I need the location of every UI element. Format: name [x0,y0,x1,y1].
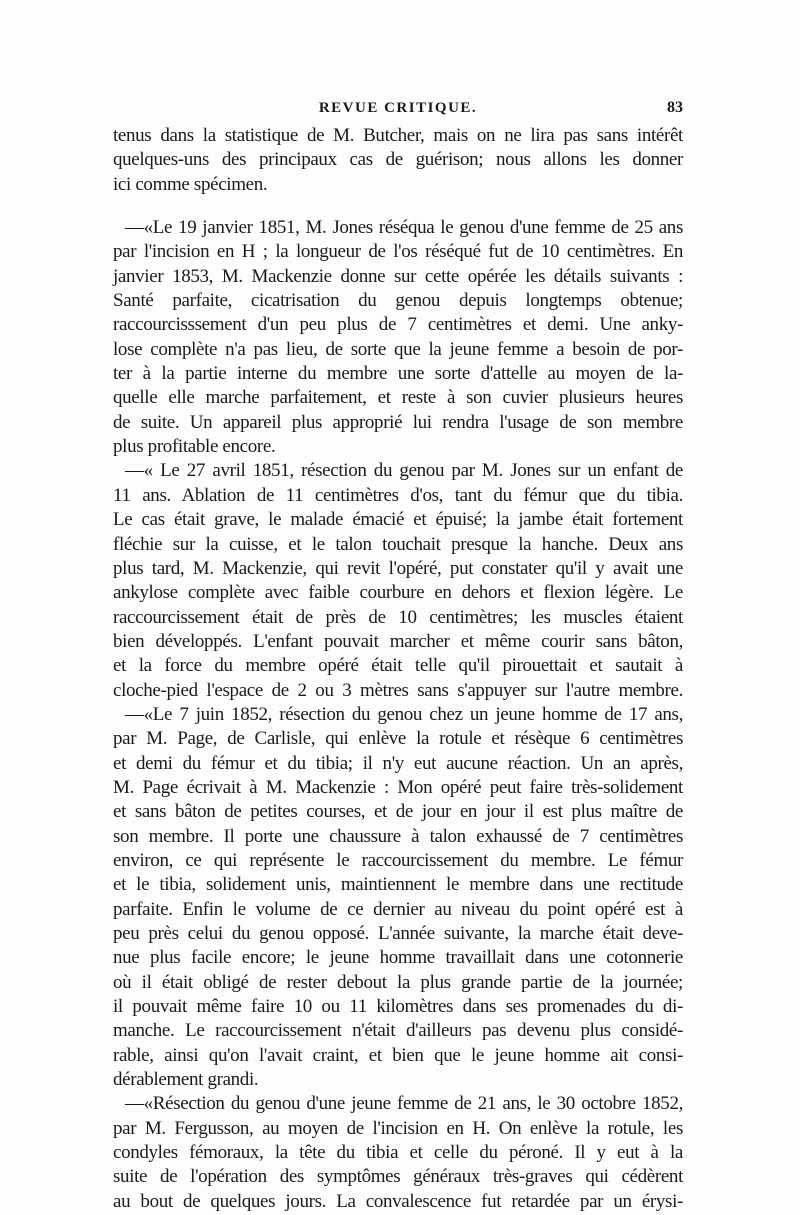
text-line: ter à la partie interne du membre une sorte d'attelle au moyen de la- [113,363,683,385]
text-line: et sans bâton de petites courses, et de jour en jour il est plus maître de [113,801,683,823]
text-line: cloche-pied l'espace de 2 ou 3 mètres sans s'appuyer sur l'autre membre. [113,679,683,701]
running-title: REVUE CRITIQUE. [318,100,478,116]
text-line: plus tard, M. Mackenzie, qui revit l'opéré, put constater qu'il y avait une [113,557,683,579]
text-line: tenus dans la statistique de M. Butcher, mais on ne lira pas sans intérêt [113,125,683,146]
text-line: par l'incision en H ; la longueur de l'os réséqué fut de 10 centimètres. En [113,241,683,263]
text-line: et demi du fémur et du tibia; il n'y eut aucune réaction. Un an après, [113,752,683,774]
text-line: dérablement grandi. [113,1069,259,1091]
paragraph [113,703,683,1093]
text-line: par M. Fergusson, au moyen de l'incision en H. On enlève la rotule, les [113,1117,683,1139]
text-line: —«Le 19 janvier 1851, M. Jones réséqua le genou d'une femme de 25 ans [125,217,683,239]
text-line: 11 ans. Ablation de 11 centimètres d'os, tant du fémur que du tibia. [113,484,683,506]
text-line: lose complète n'a pas lieu, de sorte que la jeune femme a besoin de por- [113,338,683,360]
text-line: rable, ainsi qu'on l'avait craint, et bien que le jeune homme ait consi- [113,1044,683,1066]
running-head [113,96,683,120]
paragraph-gap [113,197,683,216]
page-number: 83 [667,99,683,116]
text-line: et le tibia, solidement unis, maintiennent le membre dans une rectitude [113,874,683,896]
text-line: —«Résection du genou d'une jeune femme de 21 ans, le 30 octobre 1852, [125,1093,683,1115]
paragraph [113,1092,683,1214]
paragraph [113,459,683,702]
text-line: Le cas était grave, le malade émacié et épuisé; la jambe était fortement [113,509,683,531]
text-line: M. Page écrivait à M. Mackenzie : Mon opéré peut faire très-solidement [113,776,683,798]
text-line: au bout de quelques jours. La convalescence fut retardée par un érysi- [113,1190,683,1212]
text-line: ankylose complète avec faible courbure en dehors et flexion légère. Le [113,582,683,604]
text-line: parfaite. Enfin le volume de ce dernier au niveau du point opéré est à [113,898,683,920]
text-line: quelle elle marche parfaitement, et reste à son cuvier plusieurs heures [113,387,683,409]
text-line: janvier 1853, M. Mackenzie donne sur cette opérée les détails suivants : [113,265,683,287]
text-line: ici comme spécimen. [113,173,268,195]
text-line: —« Le 27 avril 1851, résection du genou par M. Jones sur un enfant de [125,460,683,482]
text-line: plus profitable encore. [113,436,276,458]
text-line: où il était obligé de rester debout la plus grande partie de la journée; [113,971,683,993]
text-line: par M. Page, de Carlisle, qui enlève la rotule et résèque 6 centimètres [113,728,683,750]
paragraph [113,216,683,459]
text-line: quelques-uns des principaux cas de guérison; nous allons les donner [113,149,683,171]
text-line: raccourcissement était de près de 10 centimètres; les muscles étaient [113,606,683,628]
paragraph [113,124,683,197]
text-line: peu près celui du genou opposé. L'année suivante, la marche était deve- [113,923,683,944]
text-line: bien développés. L'enfant pouvait marcher et même courir sans bâton, [113,630,683,652]
text-line: de suite. Un appareil plus approprié lui rendra l'usage de son membre [113,411,683,433]
text-line: —«Le 7 juin 1852, résection du genou chez un jeune homme de 17 ans, [125,703,683,725]
text-line: fléchie sur la cuisse, et le talon touchait presque la hanche. Deux ans [113,533,683,555]
body-text [113,124,683,1214]
text-line: environ, ce qui représente le raccourcissement du membre. Le fémur [113,849,683,871]
text-line: manche. Le raccourcissement n'était d'ailleurs pas devenu plus considé- [113,1020,683,1042]
text-line: son membre. Il porte une chaussure à talon exhaussé de 7 centimètres [113,825,683,847]
text-line: et la force du membre opéré était telle qu'il pirouettait et sautait à [113,655,683,677]
text-line: il pouvait même faire 10 ou 11 kilomètres dans ses promenades du di- [113,996,683,1018]
text-line: raccourcisssement d'un peu plus de 7 centimètres et demi. Une anky- [113,314,683,336]
text-line: condyles fémoraux, la tête du tibia et celle du péroné. Il y eut à la [113,1142,683,1164]
text-line: suite de l'opération des symptômes généraux très-graves qui cédèrent [113,1166,683,1188]
text-line: nue plus facile encore; le jeune homme travaillait dans une cotonnerie [113,947,683,969]
text-line: Santé parfaite, cicatrisation du genou depuis longtemps obtenue; [113,290,683,312]
